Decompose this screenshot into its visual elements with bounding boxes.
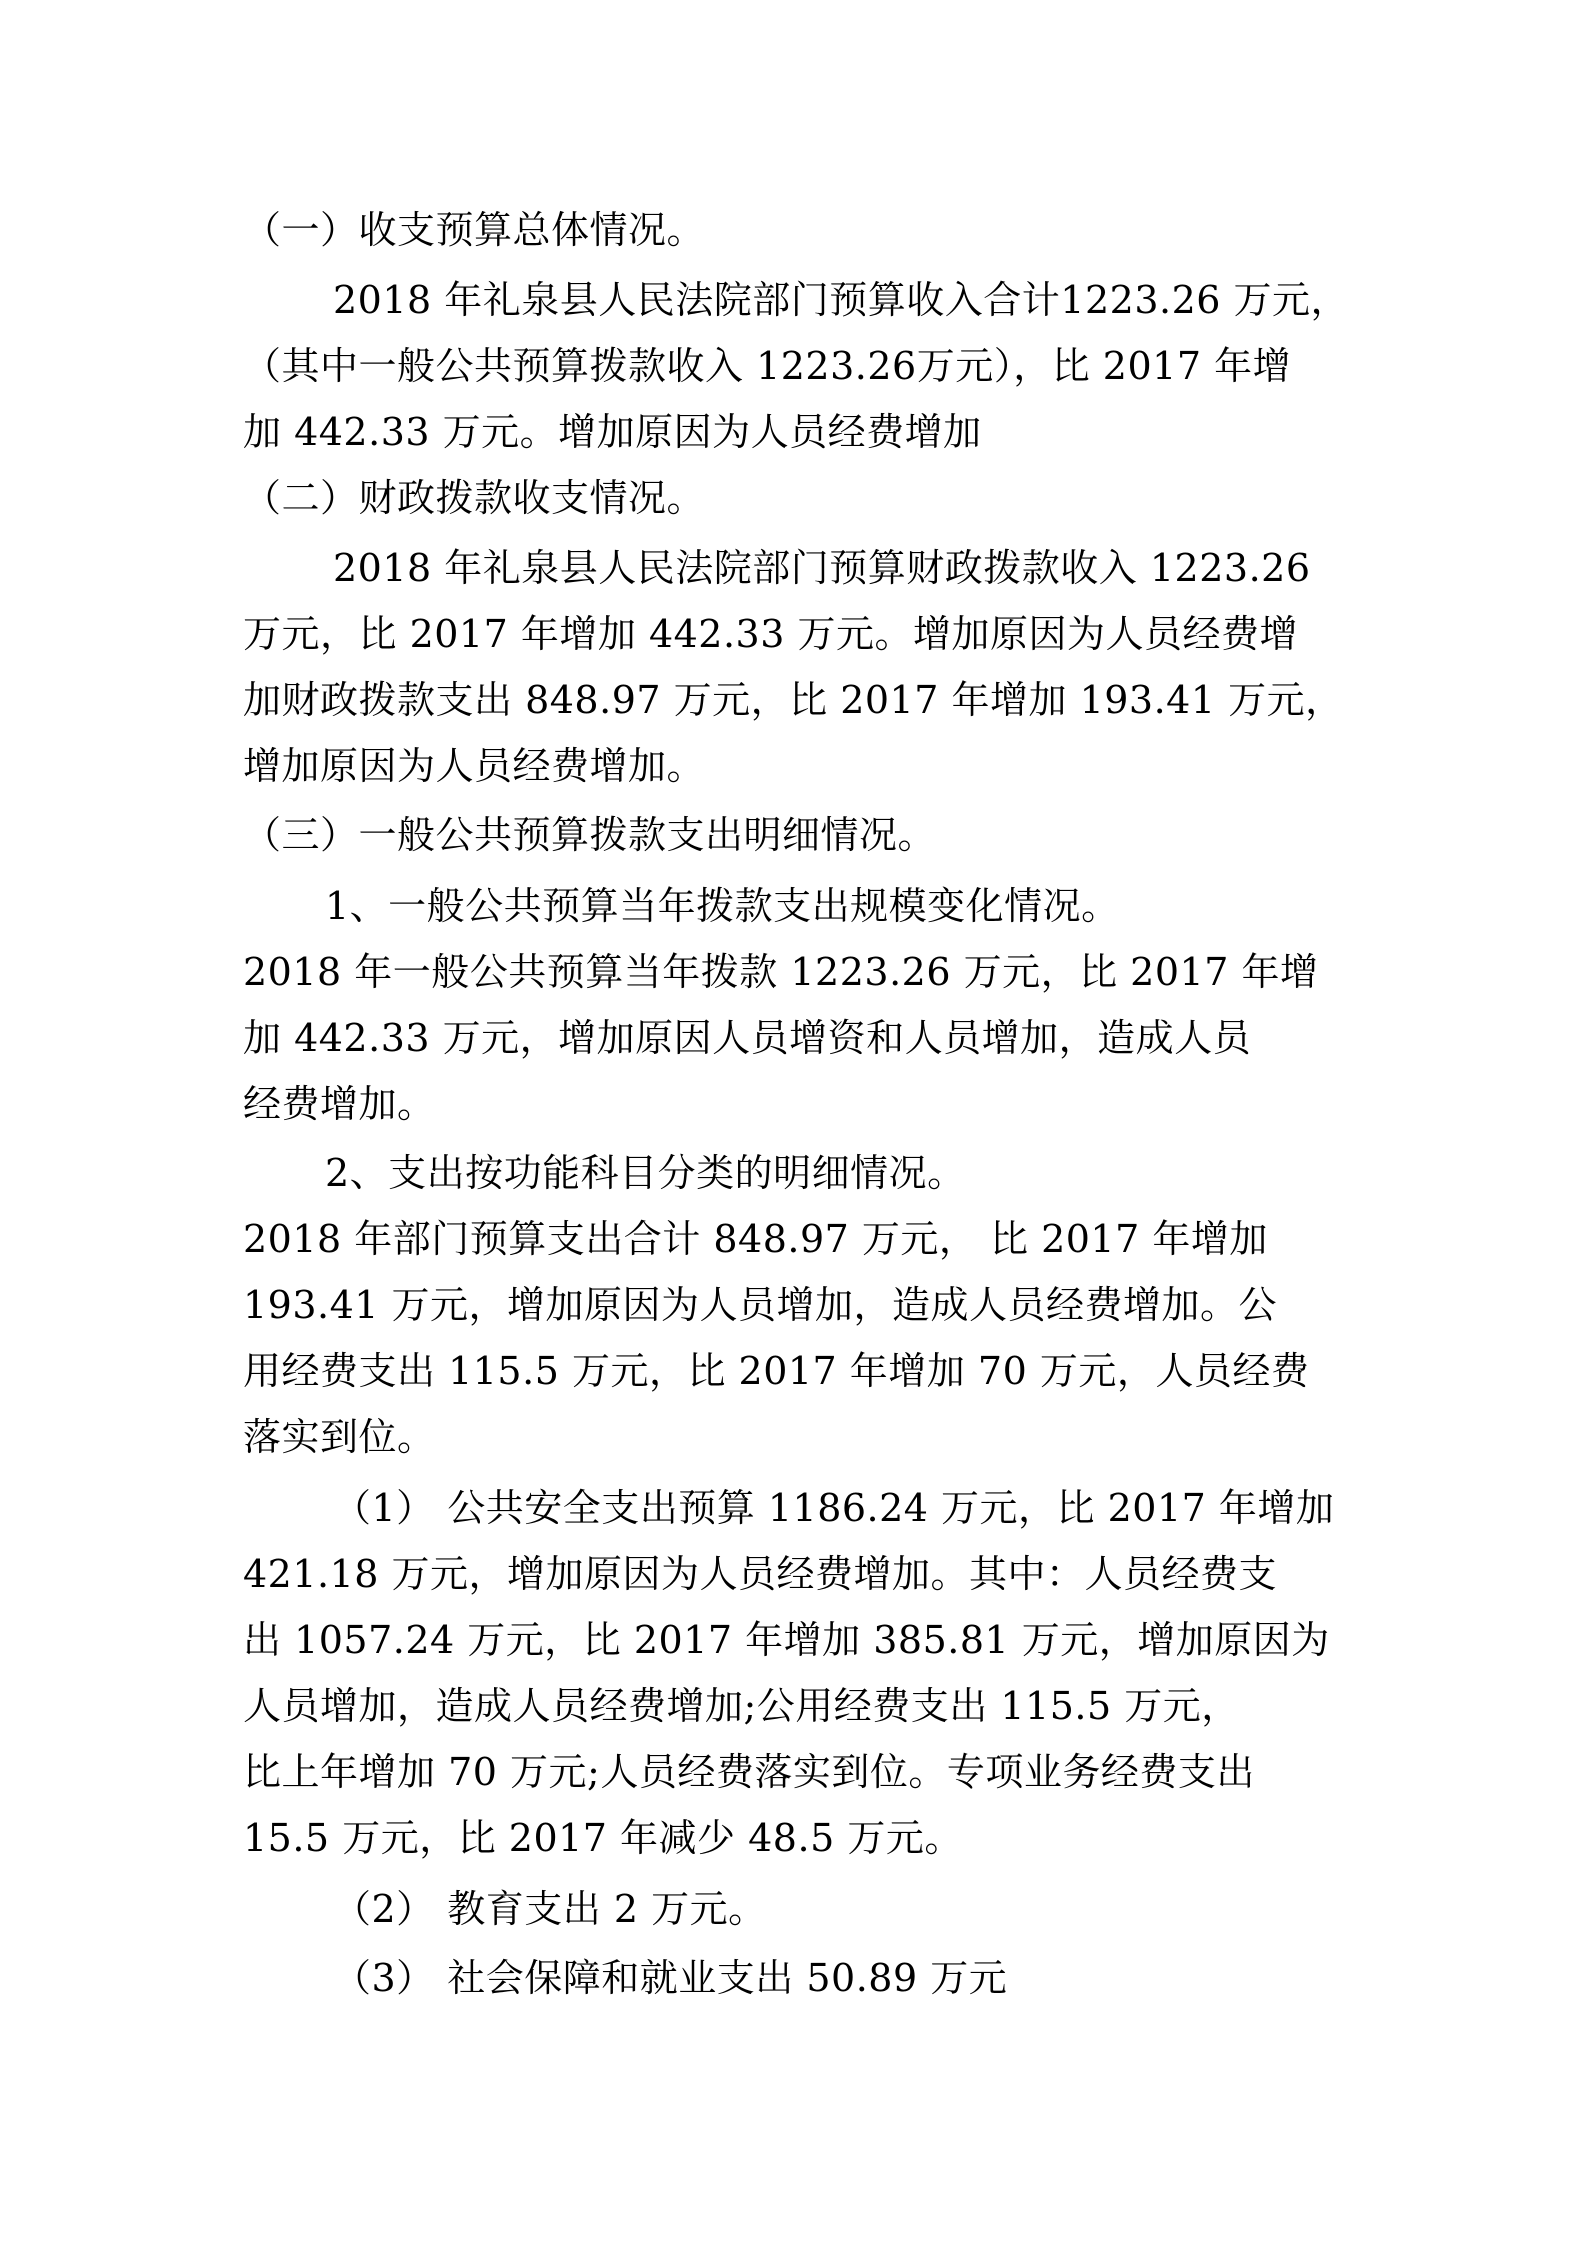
paragraph-line: 加 442.33 万元。增加原因为人员经费增加 xyxy=(243,410,982,454)
paragraph-line: 2018 年一般公共预算当年拨款 1223.26 万元，比 2017 年增 xyxy=(243,950,1319,994)
paragraph-line: 落实到位。 xyxy=(243,1415,436,1459)
paragraph-line: 增加原因为人员经费增加。 xyxy=(243,744,706,788)
subheading-scale-change: 1、一般公共预算当年拨款支出规模变化情况。 xyxy=(325,884,1120,928)
paragraph-line: 万元，比 2017 年增加 442.33 万元。增加原因为人员经费增 xyxy=(243,612,1298,656)
item-public-security: （1） 公共安全支出预算 1186.24 万元，比 2017 年增加 xyxy=(333,1486,1335,1530)
paragraph-line: 15.5 万元，比 2017 年减少 48.5 万元。 xyxy=(243,1816,963,1860)
heading-fiscal-appropriation: （二）财政拨款收支情况。 xyxy=(243,476,706,520)
paragraph-line: 2018 年部门预算支出合计 848.97 万元， 比 2017 年增加 xyxy=(243,1217,1268,1261)
paragraph-line: 421.18 万元，增加原因为人员经费增加。其中：人员经费支 xyxy=(243,1552,1278,1596)
paragraph-line: 加 442.33 万元，增加原因人员增资和人员增加，造成人员 xyxy=(243,1016,1252,1060)
item-education: （2） 教育支出 2 万元。 xyxy=(333,1887,767,1931)
paragraph-line: 比上年增加 70 万元;人员经费落实到位。专项业务经费支出 xyxy=(243,1750,1255,1794)
paragraph-line: 用经费支出 115.5 万元，比 2017 年增加 70 万元，人员经费 xyxy=(243,1349,1310,1393)
paragraph-line: 人员增加，造成人员经费增加;公用经费支出 115.5 万元， xyxy=(243,1684,1240,1728)
paragraph-line: 加财政拨款支出 848.97 万元，比 2017 年增加 193.41 万元， xyxy=(243,678,1344,722)
heading-budget-overview: （一）收支预算总体情况。 xyxy=(243,208,706,252)
paragraph-line: （其中一般公共预算拨款收入 1223.26万元），比 2017 年增 xyxy=(243,344,1292,388)
paragraph-line: 193.41 万元，增加原因为人员增加，造成人员经费增加。公 xyxy=(243,1283,1278,1327)
heading-general-budget-detail: （三）一般公共预算拨款支出明细情况。 xyxy=(243,813,937,857)
paragraph-line: 经费增加。 xyxy=(243,1082,436,1126)
subheading-functional-classification: 2、支出按功能科目分类的明细情况。 xyxy=(325,1151,966,1195)
paragraph-line: 2018 年礼泉县人民法院部门预算收入合计1223.26 万元， xyxy=(333,278,1350,322)
paragraph-line: 2018 年礼泉县人民法院部门预算财政拨款收入 1223.26 xyxy=(333,546,1311,590)
item-social-security: （3） 社会保障和就业支出 50.89 万元 xyxy=(333,1956,1008,2000)
paragraph-line: 出 1057.24 万元，比 2017 年增加 385.81 万元，增加原因为 xyxy=(243,1618,1330,1662)
